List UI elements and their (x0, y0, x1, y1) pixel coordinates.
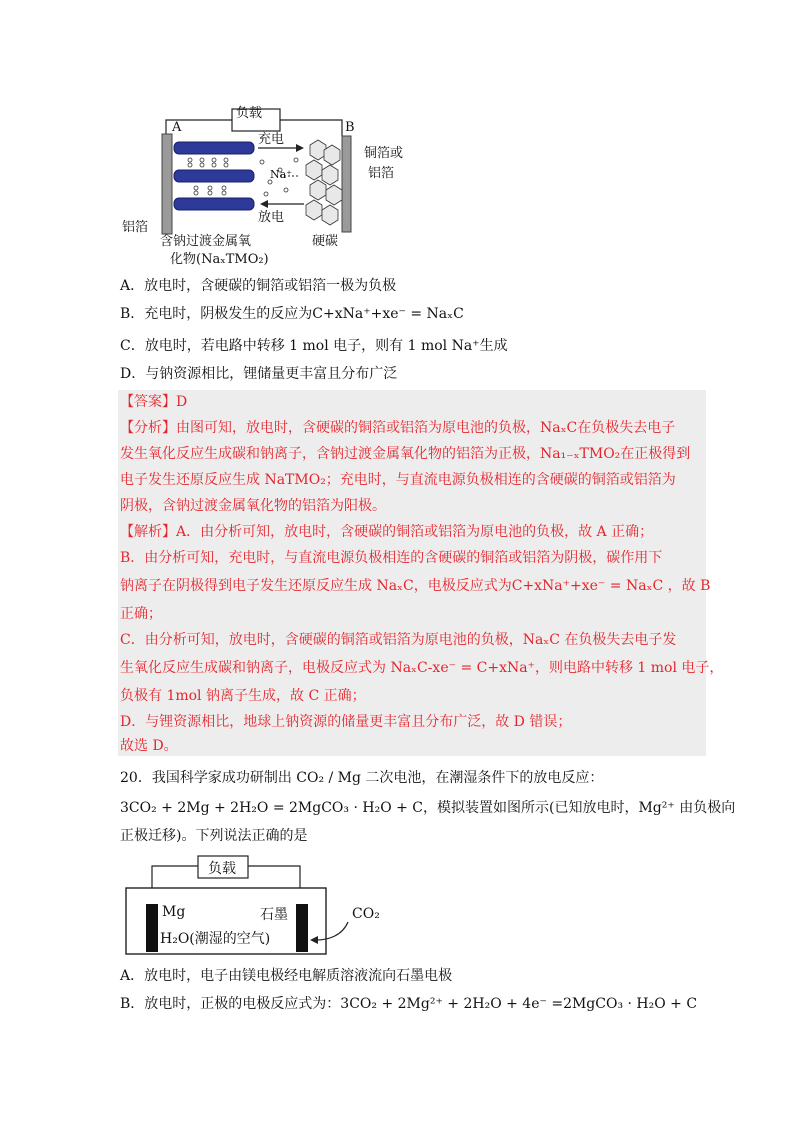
discharge-label: 放电 (258, 210, 285, 225)
graphite-electrode-label: 石墨 (260, 907, 288, 923)
solution-line: 【解析】A．由分析可知，放电时，含硬碳的铜箔或铝箔为原电池的负极，故 A 正确； (120, 524, 654, 540)
right-foil-label-1: 铜箔或 (364, 146, 404, 161)
q19-option-b: B．充电时，阴极发生的反应为C+xNa⁺+xe⁻ = NaₓC (120, 306, 464, 322)
load-label-2: 负载 (208, 861, 236, 877)
load-label-1: 负载 (236, 106, 263, 121)
right-foil-label-2: 铝箔 (368, 166, 395, 181)
solution-line: C．由分析可知，放电时，含硬碳的铜箔或铝箔为原电池的负极，NaₓC 在负极失去电子发 (120, 632, 677, 648)
analysis-line: 发生氧化反应生成碳和钠离子，含钠过渡金属氧化物的铝箔为正极，Na₁₋ₓTMO₂在正极得到 (120, 446, 691, 462)
cathode-label-2: 化物(NaₓTMO₂) (170, 252, 269, 267)
mg-electrode-label: Mg (162, 904, 186, 920)
q20-option-a: A．放电时，电子由镁电极经电解质溶液流向石墨电极 (120, 968, 453, 984)
answer-line: 【答案】D (120, 394, 188, 410)
solution-line: D．与锂资源相比，地球上钠资源的储量更丰富且分布广泛，故 D 错误； (120, 714, 572, 730)
co2-label: CO₂ (352, 906, 380, 922)
solution-line: 故选 D。 (120, 738, 178, 754)
solution-line: 正确； (120, 606, 162, 622)
analysis-line: 阴极，含钠过渡金属氧化物的铝箔为阳极。 (120, 498, 386, 514)
electrode-a-label: A (172, 120, 182, 135)
q19-option-a: A．放电时，含硬碳的铜箔或铝箔一极为负极 (120, 278, 397, 294)
analysis-line: 【分析】由图可知，放电时，含硬碳的铜箔或铝箔为原电池的负极，NaₓC在负极失去电子 (120, 420, 676, 436)
analysis-line: 电子发生还原反应生成 NaTMO₂；充电时，与直流电源负极相连的含硬碳的铜箔或铝箔为 (120, 472, 676, 488)
q20-stem-line-1: 20．我国科学家成功研制出 CO₂ / Mg 二次电池，在潮湿条件下的放电反应： (120, 770, 604, 786)
solution-line: 生氧化反应生成碳和钠离子，电极反应式为 NaₓC-xe⁻ = C+xNa⁺，则电路中转移 1 mol 电子， (120, 660, 724, 676)
cathode-label-1: 含钠过渡金属氧 (160, 234, 252, 249)
battery-figure-2 (120, 852, 420, 958)
q19-option-d: D．与钠资源相比，锂储量更丰富且分布广泛 (120, 366, 398, 382)
anode-label: 硬碳 (312, 234, 339, 249)
q20-option-b: B．放电时，正极的电极反应式为：3CO₂ + 2Mg²⁺ + 2H₂O + 4e⁻ =2MgCO₃ · H₂O + C (120, 996, 698, 1012)
left-foil-label: 铝箔 (122, 220, 149, 235)
q20-stem-line-2: 3CO₂ + 2Mg + 2H₂O = 2MgCO₃ · H₂O + C，模拟装置如图所示(已知放电时，Mg²⁺ 由负极向 (120, 800, 736, 816)
battery-figure-1 (120, 90, 440, 270)
solution-line: 负极有 1mol 钠离子生成，故 C 正确； (120, 688, 366, 704)
sodium-ion-label: Na⁺ (270, 168, 292, 181)
electrolyte-label: H₂O(潮湿的空气) (160, 931, 271, 947)
q20-stem-line-3: 正极迁移)。下列说法正确的是 (120, 828, 308, 844)
q19-option-c: C．放电时，若电路中转移 1 mol 电子，则有 1 mol Na⁺生成 (120, 338, 508, 354)
charge-label: 充电 (258, 132, 285, 147)
solution-line: B．由分析可知，充电时，与直流电源负极相连的含硬碳的铜箔或铝箔为阴极，碳作用下 (120, 550, 663, 566)
solution-line: 钠离子在阴极得到电子发生还原反应生成 NaₓC，电极反应式为C+xNa⁺+xe⁻ = NaₓC ，故 B (120, 578, 711, 594)
electrode-b-label: B (345, 120, 355, 135)
